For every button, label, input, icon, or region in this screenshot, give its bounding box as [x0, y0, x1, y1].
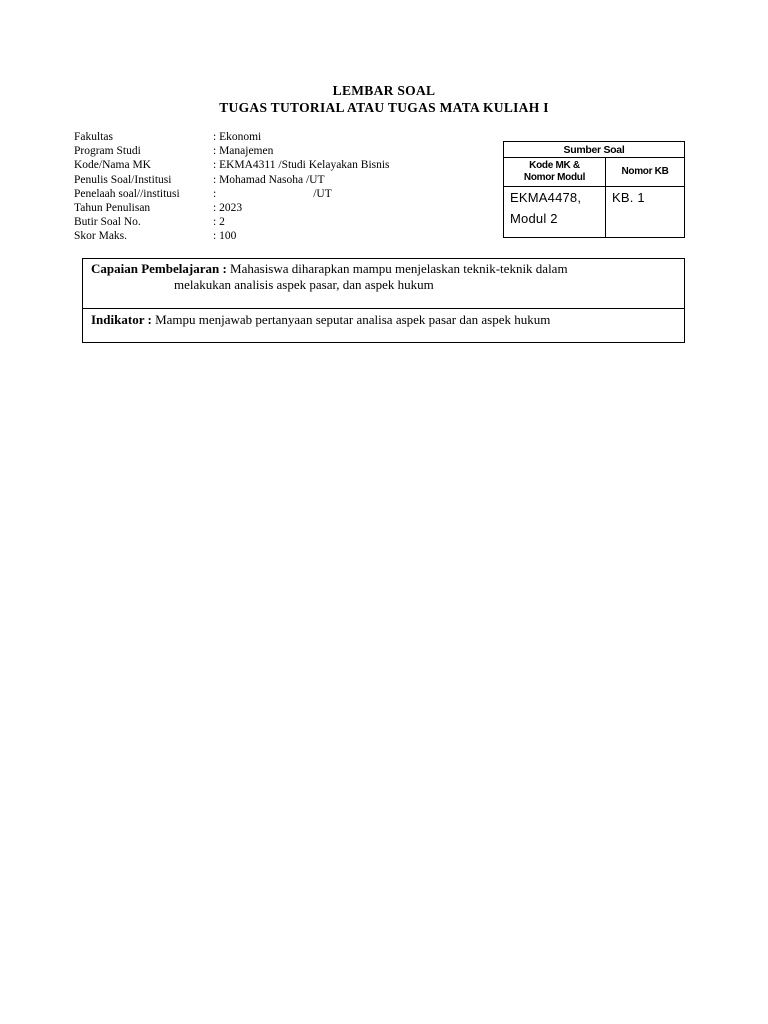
info-label: Butir Soal No. — [74, 216, 141, 229]
kode-mk-value-line2: Modul 2 — [510, 211, 558, 226]
capaian-label: Capaian Pembelajaran : — [91, 261, 227, 276]
nomor-kb-value: KB. 1 — [612, 190, 645, 205]
info-value-suffix: /UT — [313, 187, 332, 200]
info-label: Penulis Soal/Institusi — [74, 173, 172, 186]
info-value: : Mohamad Nasoha /UT — [213, 173, 325, 186]
info-label: Program Studi — [74, 145, 141, 158]
kode-mk-header-line1: Kode MK & — [529, 160, 580, 171]
info-value: : 100 — [213, 230, 237, 243]
info-row-penulis — [74, 173, 390, 187]
info-label: Skor Maks. — [74, 230, 128, 243]
info-value: : EKMA4311 /Studi Kelayakan Bisnis — [213, 159, 390, 172]
info-row-butir-soal — [74, 215, 390, 229]
sumber-soal-table — [503, 141, 685, 238]
info-label: Fakultas — [74, 131, 113, 143]
info-label: Kode/Nama MK — [74, 159, 151, 172]
capaian-text-line1: Mahasiswa diharapkan mampu menjelaskan teknik-teknik dalam — [230, 261, 568, 276]
indikator-box — [82, 308, 685, 343]
kode-mk-value-line1: EKMA4478, — [510, 190, 582, 205]
info-list — [74, 130, 390, 244]
info-label: Tahun Penulisan — [74, 202, 151, 215]
info-row-tahun — [74, 201, 390, 215]
nomor-kb-header: Nomor KB — [606, 158, 685, 187]
kode-mk-cell — [504, 187, 606, 238]
document-title: LEMBAR SOAL — [332, 83, 436, 98]
kode-mk-header — [504, 158, 606, 187]
info-value: : 2023 — [213, 202, 243, 215]
sumber-soal-header: Sumber Soal — [504, 142, 685, 158]
info-row-kode-mk — [74, 158, 390, 172]
document-subtitle: TUGAS TUTORIAL ATAU TUGAS MATA KULIAH I — [219, 100, 549, 115]
info-value — [213, 187, 332, 201]
indikator-label: Indikator : — [91, 312, 152, 327]
info-row-skor — [74, 229, 390, 243]
capaian-pembelajaran-box — [82, 258, 685, 309]
info-value-colon: : — [213, 187, 217, 200]
indikator-text: Mampu menjawab pertanyaan seputar analisa aspek pasar dan aspek hukum — [155, 312, 551, 327]
capaian-text-line2: melakukan analisis aspek pasar, dan aspek hukum — [174, 277, 434, 292]
info-row-fakultas — [74, 130, 390, 144]
info-label: Penelaah soal//institusi — [74, 187, 180, 200]
info-value: : Ekonomi — [213, 131, 262, 143]
info-value: : Manajemen — [213, 145, 274, 158]
kode-mk-header-line2: Nomor Modul — [523, 172, 586, 183]
nomor-kb-cell — [606, 187, 685, 238]
info-row-program-studi — [74, 144, 390, 158]
info-value: : 2 — [213, 216, 225, 229]
info-row-penelaah — [74, 187, 390, 201]
